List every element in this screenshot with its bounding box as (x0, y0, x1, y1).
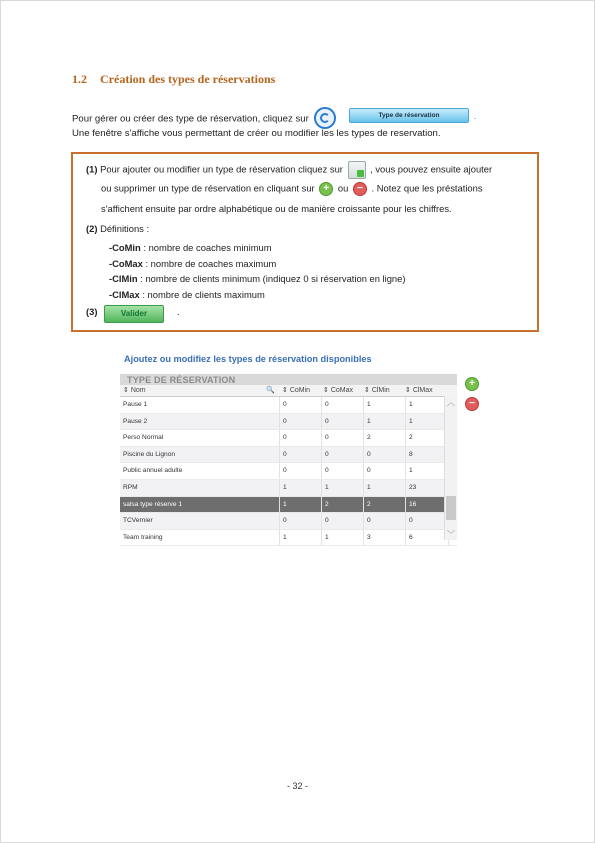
table-cell: salsa type réserve 1 (120, 497, 280, 513)
section-number: 1.2 (72, 72, 87, 86)
definition-clmax (109, 289, 265, 300)
scroll-down-icon[interactable]: ﹀ (447, 530, 455, 539)
table-header: TYPE DE RÉSERVATION (120, 374, 457, 385)
column-clmax[interactable]: ⇕ ClMax (405, 387, 433, 394)
table-cell: 0 (322, 430, 364, 446)
table-cell: 1 (364, 480, 406, 496)
table-row[interactable] (120, 463, 457, 480)
table-cell: 0 (364, 463, 406, 479)
table-cell: 2 (322, 497, 364, 513)
definition-desc: : nombre de clients minimum (indiquez 0 si réservation en ligne) (137, 273, 406, 284)
section-heading (72, 72, 275, 87)
item1-marker: (1) (86, 163, 98, 175)
reservation-types-table (120, 374, 457, 546)
table-cell: 23 (406, 480, 449, 496)
table-cell: 2 (364, 497, 406, 513)
table-cell: Team training (120, 530, 280, 546)
table-cell: 1 (322, 480, 364, 496)
section-title: Création des types de réservations (100, 72, 276, 86)
item1-text-b: , vous pouvez ensuite ajouter (370, 163, 493, 175)
table-cell: 1 (406, 414, 449, 430)
scroll-up-icon[interactable]: ︿ (447, 398, 455, 407)
table-cell: 0 (322, 414, 364, 430)
item2-text: Définitions : (100, 223, 150, 234)
table-cell: Public annuel adulte (120, 463, 280, 479)
table-cell: 3 (364, 530, 406, 546)
table-cell: 0 (322, 447, 364, 463)
table-row[interactable] (120, 397, 457, 414)
definition-desc: : nombre de coaches maximum (142, 258, 277, 269)
intro-trailing-dot: . (474, 112, 477, 121)
item1-text-a: Pour ajouter ou modifier un type de réservation cliquez sur (100, 163, 343, 175)
table-cell: 0 (364, 513, 406, 529)
valider-button[interactable]: Valider (104, 305, 164, 323)
table-cell: 1 (364, 414, 406, 430)
table-row[interactable] (120, 497, 457, 514)
definition-term: -ClMax (109, 289, 140, 300)
table-cell: 0 (280, 414, 322, 430)
table-cell: TCVernier (120, 513, 280, 529)
table-scrollbar[interactable] (444, 396, 457, 540)
type-reservation-button[interactable]: Type de réservation (349, 108, 469, 123)
table-cell: 1 (322, 530, 364, 546)
definition-term: -CoMax (109, 258, 143, 269)
table-cell: 1 (280, 480, 322, 496)
column-headers (120, 385, 457, 397)
table-row[interactable] (120, 480, 457, 497)
table-row[interactable] (120, 530, 457, 547)
table-cell: 1 (406, 463, 449, 479)
table-cell: Pause 1 (120, 397, 280, 413)
table-cell: 1 (280, 497, 322, 513)
screenshot-title: Ajoutez ou modifiez les types de réservation disponibles (124, 354, 372, 364)
table-cell: 0 (322, 513, 364, 529)
table-cell: 1 (280, 530, 322, 546)
table-cell: 2 (406, 430, 449, 446)
table-row[interactable] (120, 513, 457, 530)
item3-marker (86, 306, 97, 317)
edit-add-icon[interactable] (348, 161, 366, 179)
column-clmin[interactable]: ⇕ ClMin (364, 387, 390, 394)
column-comin[interactable]: ⇕ CoMin (282, 387, 311, 394)
instructions-box (71, 152, 539, 332)
item3-trailing: . (177, 306, 180, 317)
table-cell: Piscine du Lignon (120, 447, 280, 463)
page-number: - 32 - (286, 781, 308, 791)
definition-comin (109, 242, 272, 253)
definition-comax (109, 258, 276, 269)
remove-icon[interactable]: − (353, 182, 367, 196)
table-cell: 2 (364, 430, 406, 446)
table-cell: 0 (364, 447, 406, 463)
item2-marker: (2) (86, 223, 98, 234)
definition-desc: : nombre de coaches minimum (140, 242, 272, 253)
table-cell: Perso Normal (120, 430, 280, 446)
definition-term: -ClMin (109, 273, 138, 284)
table-cell: 1 (364, 397, 406, 413)
intro-text: Pour gérer ou créer des type de réservation, cliquez sur (72, 113, 309, 125)
reservation-types-icon[interactable] (314, 107, 336, 129)
intro-line-1 (72, 108, 339, 130)
column-nom[interactable]: ⇕ Nom 🔍 (123, 387, 275, 394)
definition-clmin (109, 273, 405, 284)
delete-row-button[interactable] (463, 395, 481, 413)
item1-line2-a: ou supprimer un type de réservation en cliquant sur (101, 182, 315, 194)
item3-marker-text: (3) (86, 306, 98, 317)
add-icon[interactable]: + (319, 182, 333, 196)
item1-line2 (101, 182, 483, 196)
definition-term: -CoMin (109, 242, 141, 253)
scroll-thumb[interactable] (446, 496, 456, 520)
table-row[interactable] (120, 447, 457, 464)
item1-line1 (86, 161, 492, 179)
table-cell: 6 (406, 530, 449, 546)
item1-line3: s'affichent ensuite par ordre alphabétique ou de manière croissante pour les chiffres. (101, 203, 452, 214)
intro-line-2: Une fenêtre s'affiche vous permettant de créer ou modifier les les types de reservation. (72, 128, 441, 139)
definition-desc: : nombre de clients maximum (139, 289, 265, 300)
table-cell: Pause 2 (120, 414, 280, 430)
add-row-button[interactable] (463, 375, 481, 393)
column-comax[interactable]: ⇕ CoMax (323, 387, 353, 394)
table-cell: 0 (280, 397, 322, 413)
table-cell: 0 (322, 463, 364, 479)
table-cell: 0 (322, 397, 364, 413)
remove-icon[interactable]: − (465, 397, 479, 411)
add-icon[interactable]: + (465, 377, 479, 391)
table-body (120, 397, 457, 546)
table-row[interactable] (120, 430, 457, 447)
table-cell: 0 (280, 513, 322, 529)
item1-ou: ou (337, 182, 349, 194)
table-cell: RPM (120, 480, 280, 496)
table-row[interactable] (120, 414, 457, 431)
table-cell: 8 (406, 447, 449, 463)
table-cell: 16 (406, 497, 449, 513)
item2-line (86, 223, 149, 234)
table-cell: 0 (280, 447, 322, 463)
item1-line2-b: . Notez que les préstations (371, 182, 483, 194)
table-cell: 0 (280, 430, 322, 446)
table-cell: 0 (406, 513, 449, 529)
table-cell: 0 (280, 463, 322, 479)
table-cell: 1 (406, 397, 449, 413)
